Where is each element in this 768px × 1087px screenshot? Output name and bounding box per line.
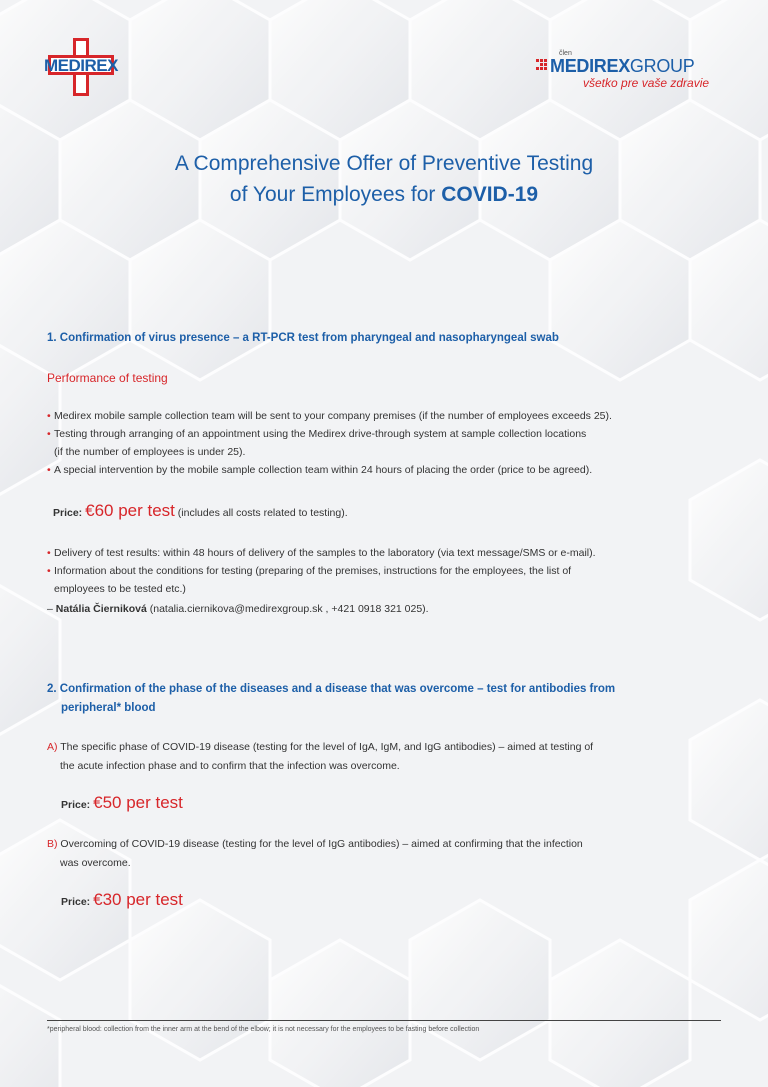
bullet-marker: •: [47, 410, 51, 422]
item-text-continuation: the acute infection phase and to confirm that the infection was overcome.: [60, 760, 400, 772]
bullet-continuation: employees to be tested etc.): [54, 583, 186, 595]
results-bullet-list: [47, 544, 737, 598]
price-label: Price:: [61, 896, 94, 908]
list-item: [47, 562, 737, 580]
contact-details: (natalia.ciernikova@medirexgroup.sk , +421 0918 321 025).: [146, 603, 429, 615]
price-amount: €30 per test: [93, 890, 183, 909]
section-2-heading-line-1: 2. Confirmation of the phase of the diseases and a disease that was overcome – test for antibodies from: [47, 683, 616, 695]
member-label: člen: [559, 50, 572, 57]
price-item-a: [61, 793, 183, 815]
bullet-text: Medirex mobile sample collection team will be sent to your company premises (if the number of employees exceeds 25).: [54, 410, 612, 422]
footnote-divider: [47, 1020, 721, 1021]
medirex-logo: [44, 38, 118, 96]
price-label: Price:: [53, 507, 86, 519]
bullet-text: Delivery of test results: within 48 hours of delivery of the samples to the laboratory (via text message/SMS or e-mail).: [54, 547, 596, 559]
group-brand: [550, 56, 694, 76]
bullet-text: A special intervention by the mobile sample collection team within 24 hours of placing the order (price to be agreed).: [54, 464, 593, 476]
list-item: [47, 544, 737, 562]
item-a: [47, 738, 737, 776]
item-text: Overcoming of COVID-19 disease (testing for the level of IgG antibodies) – aimed at confirming that the infection: [57, 838, 583, 850]
title-covid: COVID-19: [441, 183, 539, 206]
list-item: [47, 461, 737, 479]
item-text: The specific phase of COVID-19 disease (testing for the level of IgA, IgM, and IgG antibodies) – aimed at testing of: [57, 741, 594, 753]
bullet-continuation: (if the number of employees is under 25).: [54, 446, 246, 458]
list-item: [47, 425, 737, 443]
price-pcr: [53, 501, 348, 523]
section-1-heading: 1. Confirmation of virus presence – a RT-PCR test from pharyngeal and nasopharyngeal swab: [47, 332, 559, 344]
medirex-logo-text: MEDIREX: [44, 56, 118, 75]
price-amount: €60 per test: [85, 501, 175, 520]
performance-subheading: Performance of testing: [47, 371, 168, 385]
brand-bold: MEDIREX: [550, 56, 630, 76]
title-line-1: A Comprehensive Offer of Preventive Testing: [174, 152, 594, 175]
title-line-2-prefix: of Your Employees for: [229, 183, 442, 206]
title-line-2: [0, 179, 768, 210]
list-item: [47, 407, 737, 425]
bullet-text: Testing through arranging of an appointment using the Medirex drive-through system at sample collection locations: [54, 428, 587, 440]
bullet-marker: •: [47, 547, 51, 559]
price-note: (includes all costs related to testing).: [174, 507, 348, 519]
page-title: [0, 148, 768, 210]
contact-name: Natália Čierniková: [55, 603, 147, 615]
bullet-marker: •: [47, 565, 51, 577]
item-b: [47, 835, 737, 873]
slogan: všetko pre vaše zdravie: [583, 76, 710, 90]
footnote: *peripheral blood: collection from the inner arm at the bend of the elbow; it is not necessary for the employees to be fasting before collection: [47, 1026, 480, 1033]
price-amount: €50 per test: [93, 793, 183, 812]
section-2-heading: [47, 680, 615, 718]
contact-dash: –: [47, 603, 56, 615]
section-2-heading-line-2: peripheral* blood: [61, 702, 156, 714]
price-label: Price:: [61, 799, 94, 811]
bullet-text: Information about the conditions for testing (preparing of the premises, instructions for the employees, the list of: [54, 565, 572, 577]
item-letter: A): [47, 741, 58, 753]
price-item-b: [61, 890, 183, 912]
bullet-marker: •: [47, 464, 51, 476]
item-letter: B): [47, 838, 58, 850]
bullet-marker: •: [47, 428, 51, 440]
brand-rest: GROUP: [629, 56, 695, 76]
medirex-group-logo: [536, 50, 736, 94]
contact-person: [47, 600, 429, 618]
dots-icon: [536, 59, 548, 73]
testing-bullet-list: [47, 407, 737, 479]
item-text-continuation: was overcome.: [60, 857, 131, 869]
